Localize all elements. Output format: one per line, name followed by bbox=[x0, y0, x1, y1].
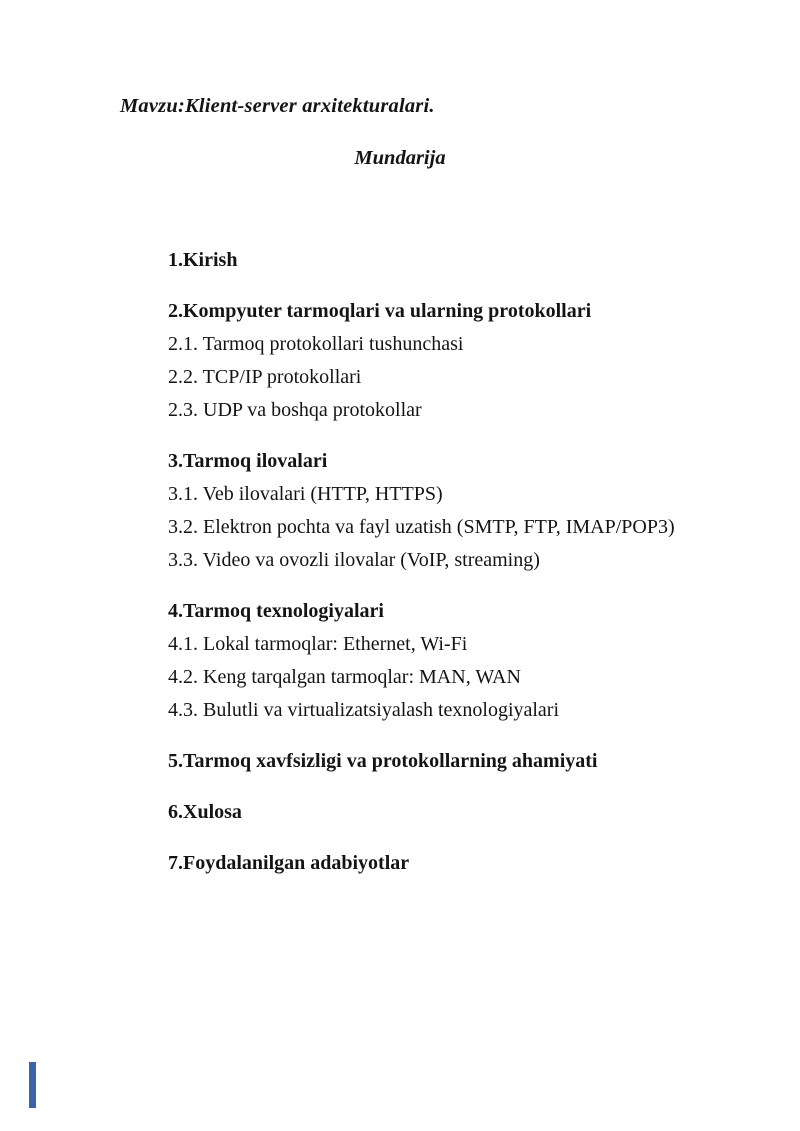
toc-heading: 4.Tarmoq texnologiyalari bbox=[168, 600, 384, 622]
toc-heading: 7.Foydalanilgan adabiyotlar bbox=[168, 852, 410, 874]
toc-heading: 5.Tarmoq xavfsizligi va protokollarning ahamiyati bbox=[168, 750, 598, 772]
toc-subitem: 3.2. Elektron pochta va fayl uzatish (SMTP, FTP, IMAP/POP3) bbox=[168, 516, 675, 538]
toc-subitem: 2.2. TCP/IP protokollari bbox=[168, 366, 362, 388]
toc-subitem: 4.1. Lokal tarmoqlar: Ethernet, Wi-Fi bbox=[168, 633, 468, 655]
toc-subitem: 2.3. UDP va boshqa protokollar bbox=[168, 399, 422, 421]
toc-subitem: 3.1. Veb ilovalari (HTTP, HTTPS) bbox=[168, 483, 443, 505]
toc-subitem: 4.2. Keng tarqalgan tarmoqlar: MAN, WAN bbox=[168, 666, 521, 688]
toc-subitem: 2.1. Tarmoq protokollari tushunchasi bbox=[168, 333, 464, 355]
toc-heading: 3.Tarmoq ilovalari bbox=[168, 450, 328, 472]
toc-subitem: 3.3. Video va ovozli ilovalar (VoIP, streaming) bbox=[168, 549, 540, 571]
toc-list bbox=[168, 244, 728, 880]
toc-heading: 2.Kompyuter tarmoqlari va ularning protokollari bbox=[168, 300, 592, 322]
blue-marker-bar bbox=[29, 1062, 36, 1108]
document-title: Mavzu:Klient-server arxitekturalari. bbox=[120, 95, 435, 117]
toc-heading: 6.Xulosa bbox=[168, 801, 242, 823]
toc-subitem: 4.3. Bulutli va virtualizatsiyalash texnologiyalari bbox=[168, 699, 560, 721]
toc-heading: 1.Kirish bbox=[168, 249, 238, 271]
contents-heading: Mundarija bbox=[354, 147, 446, 169]
